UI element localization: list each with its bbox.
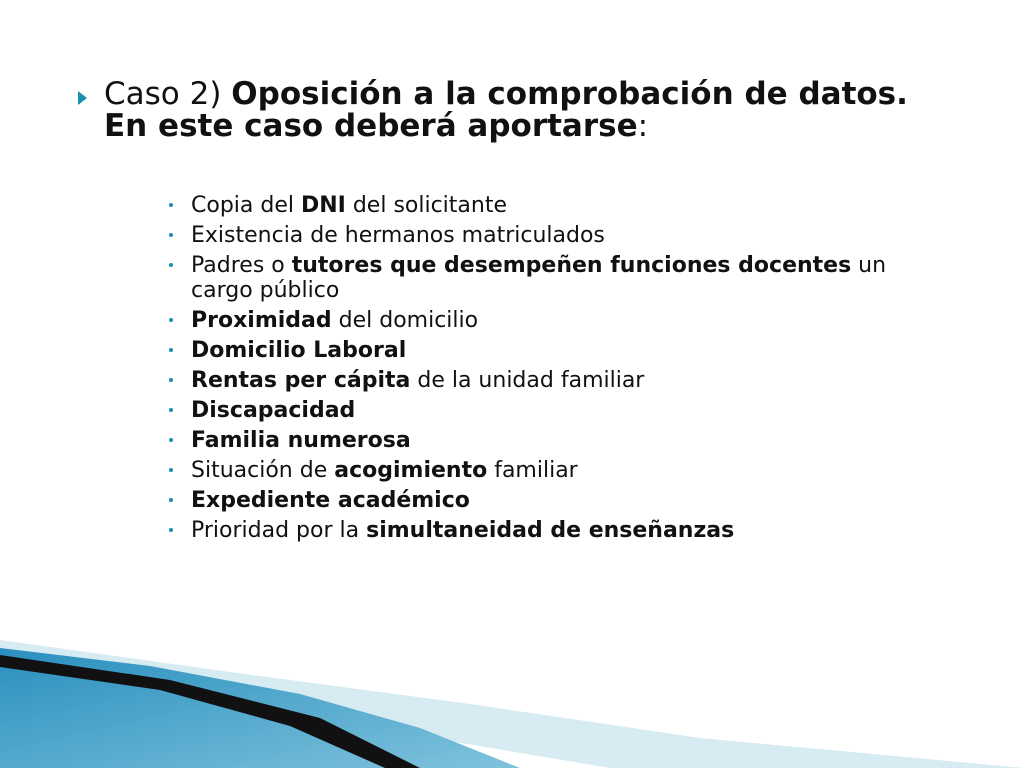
item-bold: tutores que desempeñen funciones docentes [291, 253, 852, 278]
item-text: un cargo público [191, 253, 887, 303]
item-text: del solicitante [345, 193, 508, 218]
item-text: Situación de [191, 458, 335, 483]
item-bold: Proximidad [191, 308, 332, 333]
item-bold: simultaneidad de enseñanzas [366, 518, 735, 543]
item-text: Existencia de hermanos matriculados [191, 223, 605, 248]
item-text: familiar [487, 458, 578, 483]
item-bold: Discapacidad [191, 398, 356, 423]
heading-prefix: Caso 2) [104, 76, 232, 112]
heading-bold-line2: En este caso deberá aportarse [104, 108, 638, 144]
item-bold: Expediente académico [191, 488, 470, 513]
item-text: de la unidad familiar [410, 368, 645, 393]
item-bold: Domicilio Laboral [191, 338, 407, 363]
item-bold: acogimiento [334, 458, 488, 483]
item-bold: DNI [300, 193, 346, 218]
item-text: del domicilio [331, 308, 479, 333]
heading-suffix: : [637, 108, 649, 144]
item-bold: Rentas per cápita [191, 368, 411, 393]
item-text: Padres o [191, 253, 292, 278]
heading-bold-line1: Oposición a la comprobación de datos. [231, 76, 908, 112]
item-text: Copia del [191, 193, 301, 218]
item-bold: Familia numerosa [191, 428, 411, 453]
item-text: Prioridad por la [191, 518, 367, 543]
